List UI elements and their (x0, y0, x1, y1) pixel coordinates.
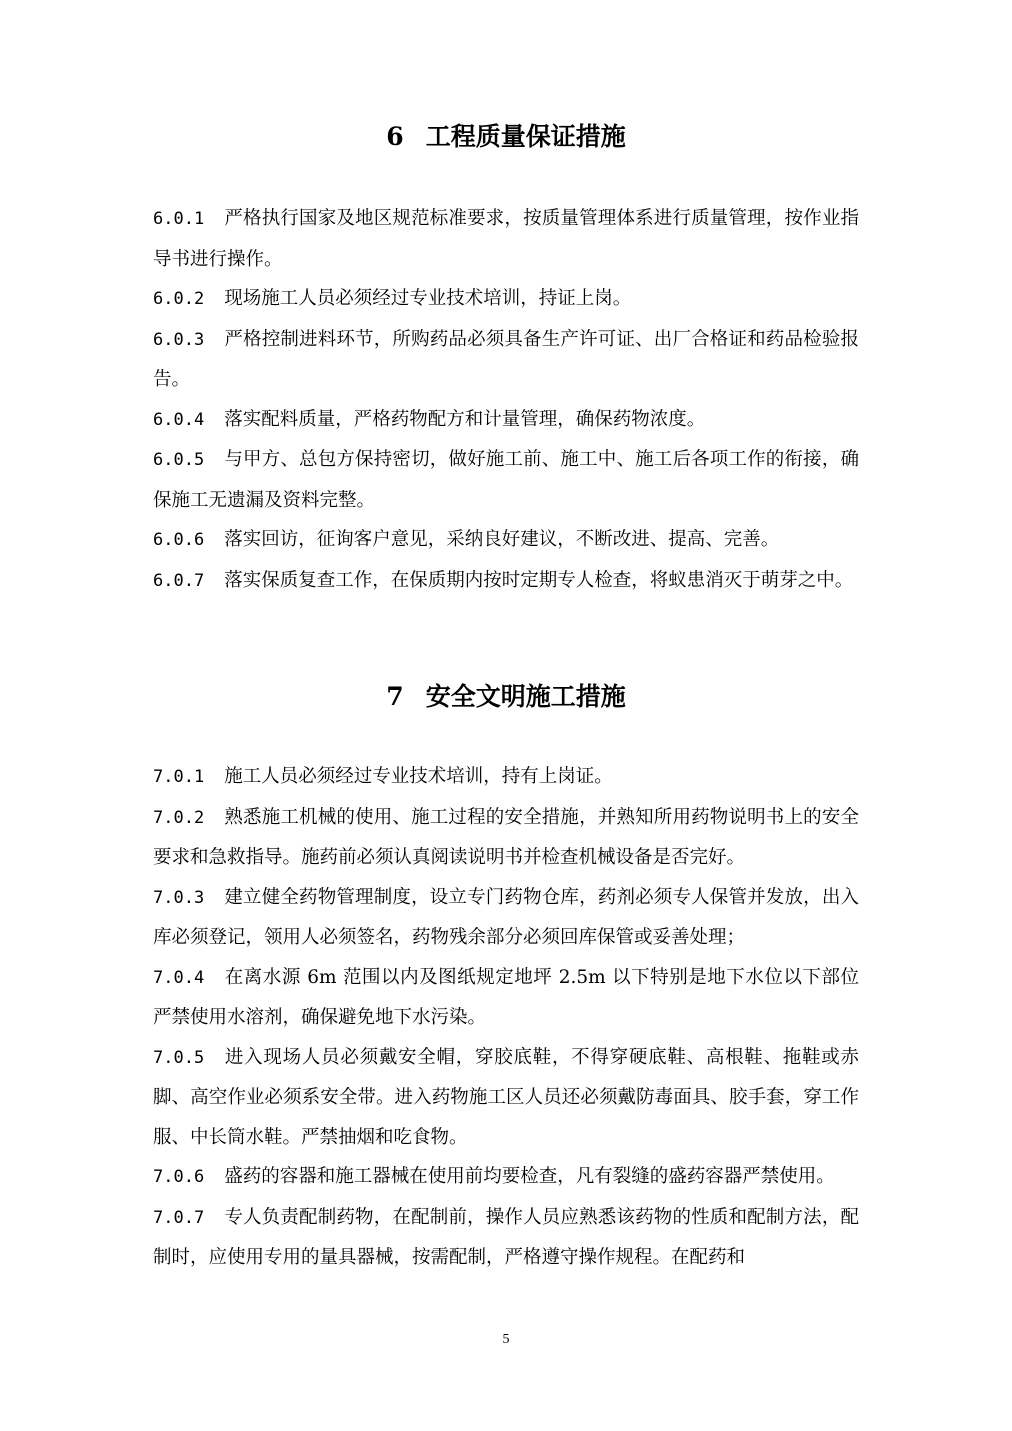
clause-6-0-2 (153, 279, 859, 320)
section-6-body (153, 199, 859, 601)
clause-text: 与甲方、总包方保持密切，做好施工前、施工中、施工后各项工作的衔接，确保施工无遗漏及资料完整。 (153, 449, 859, 511)
clause-number: 7.0.6 (153, 1167, 205, 1187)
clause-6-0-7 (153, 561, 859, 602)
clause-text: 在离水源 6m 范围以内及图纸规定地坪 2.5m 以下特别是地下水位以下部位严禁使用水溶剂，确保避免地下水污染。 (153, 966, 859, 1028)
clause-text: 落实配料质量，严格药物配方和计量管理，确保药物浓度。 (224, 408, 706, 430)
clause-text: 建立健全药物管理制度，设立专门药物仓库，药剂必须专人保管并发放，出入库必须登记，领用人必须签名，药物残余部分必须回库保管或妥善处理； (153, 886, 859, 948)
clause-number: 7.0.1 (153, 767, 205, 787)
clause-number: 7.0.7 (153, 1207, 205, 1228)
clause-number: 6.0.6 (153, 530, 205, 550)
clause-7-0-2 (153, 798, 859, 878)
clause-6-0-4 (153, 400, 859, 441)
clause-number: 7.0.2 (153, 807, 205, 828)
clause-7-0-3 (153, 878, 859, 958)
section-title: 工程质量保证措施 (425, 122, 626, 151)
clause-number: 7.0.4 (153, 967, 205, 988)
clause-7-0-4 (153, 958, 859, 1038)
section-7-heading (0, 680, 1012, 714)
section-6-heading (0, 120, 1012, 154)
clause-6-0-5 (153, 440, 859, 520)
clause-text: 盛药的容器和施工器械在使用前均要检查，凡有裂缝的盛药容器严禁使用。 (224, 1166, 835, 1187)
section-number: 7 (386, 682, 404, 711)
clause-number: 6.0.1 (153, 209, 205, 229)
section-title: 安全文明施工措施 (425, 682, 626, 711)
clause-6-0-1 (153, 199, 859, 279)
clause-text: 熟悉施工机械的使用、施工过程的安全措施，并熟知所用药物说明书上的安全要求和急救指导。施药前必须认真阅读说明书并检查机械设备是否完好。 (153, 806, 859, 868)
clause-6-0-3 (153, 320, 859, 400)
clause-text: 现场施工人员必须经过专业技术培训，持证上岗。 (224, 288, 632, 309)
clause-number: 6.0.5 (153, 450, 205, 470)
clause-text: 落实回访，征询客户意见，采纳良好建议，不断改进、提高、完善。 (224, 529, 780, 550)
clause-text: 严格控制进料环节，所购药品必须具备生产许可证、出厂合格证和药品检验报告。 (153, 328, 859, 390)
page-number: 5 (502, 1332, 510, 1347)
section-number: 6 (386, 122, 404, 151)
clause-number: 6.0.3 (153, 329, 205, 350)
clause-number: 6.0.4 (153, 409, 205, 430)
clause-7-0-1 (153, 757, 859, 798)
section-7-body (153, 757, 859, 1278)
clause-7-0-5 (153, 1038, 859, 1158)
clause-number: 6.0.7 (153, 570, 205, 591)
clause-text: 落实保质复查工作，在保质期内按时定期专人检查，将蚁患消灭于萌芽之中。 (224, 569, 854, 591)
clause-number: 7.0.3 (153, 887, 205, 908)
clause-7-0-6 (153, 1157, 859, 1198)
clause-number: 7.0.5 (153, 1047, 205, 1068)
clause-text: 进入现场人员必须戴安全帽，穿胶底鞋，不得穿硬底鞋、高根鞋、拖鞋或赤脚、高空作业必须系安全带。进入药物施工区人员还必须戴防毒面具、胶手套，穿工作服、中长筒水鞋。严禁抽烟和吃食物。 (153, 1046, 859, 1148)
clause-text: 施工人员必须经过专业技术培训，持有上岗证。 (224, 766, 613, 787)
clause-text: 严格执行国家及地区规范标准要求，按质量管理体系进行质量管理，按作业指导书进行操作。 (153, 208, 859, 270)
clause-text: 专人负责配制药物，在配制前，操作人员应熟悉该药物的性质和配制方法，配制时，应使用专用的量具器械，按需配制，严格遵守操作规程。在配药和 (153, 1206, 859, 1268)
clause-number: 6.0.2 (153, 289, 205, 309)
clause-7-0-7 (153, 1198, 859, 1278)
clause-6-0-6 (153, 520, 859, 561)
